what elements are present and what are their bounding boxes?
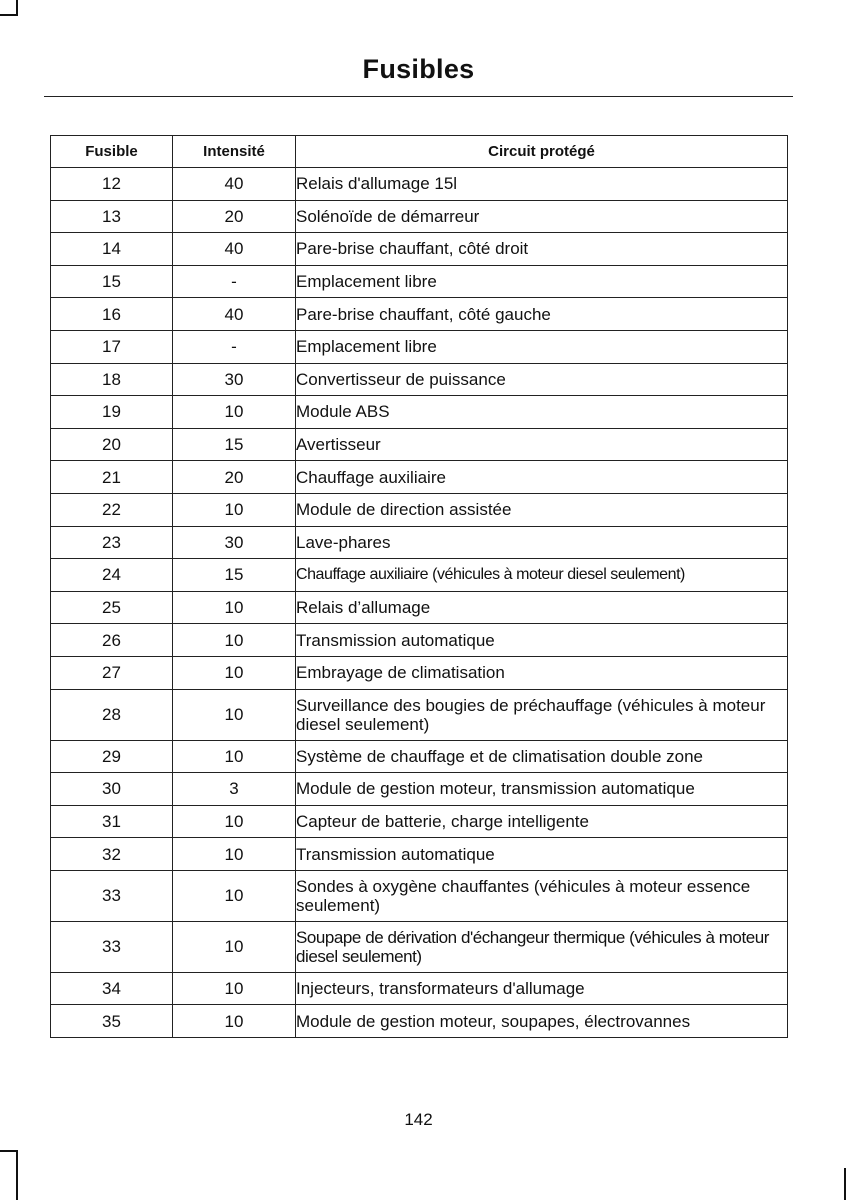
table-row: [51, 624, 788, 657]
table-row: [51, 461, 788, 494]
amperage-cell: 30: [173, 526, 296, 559]
table-row: [51, 656, 788, 689]
table-row: [51, 805, 788, 838]
fuse-number-cell: 27: [51, 656, 173, 689]
title-divider: [44, 96, 793, 97]
circuit-cell: Système de chauffage et de climatisation double zone: [296, 740, 788, 773]
fuse-number-cell: 15: [51, 265, 173, 298]
table-header-row: [51, 136, 788, 168]
table-row: [51, 838, 788, 871]
circuit-cell: Solénoïde de démarreur: [296, 200, 788, 233]
circuit-cell: Surveillance des bougies de préchauffage (véhicules à moteur diesel seulement): [296, 689, 788, 740]
table-row: [51, 298, 788, 331]
circuit-cell: Relais d’allumage: [296, 591, 788, 624]
fuse-number-cell: 12: [51, 168, 173, 201]
fuse-number-cell: 16: [51, 298, 173, 331]
amperage-cell: 10: [173, 656, 296, 689]
amperage-cell: 10: [173, 805, 296, 838]
amperage-cell: 10: [173, 396, 296, 429]
fuse-number-cell: 21: [51, 461, 173, 494]
fuse-number-cell: 20: [51, 428, 173, 461]
crop-mark-top-left: [0, 14, 18, 16]
amperage-cell: 10: [173, 838, 296, 871]
circuit-cell: Pare-brise chauffant, côté gauche: [296, 298, 788, 331]
amperage-cell: 20: [173, 200, 296, 233]
table-row: [51, 526, 788, 559]
table-row: [51, 428, 788, 461]
amperage-cell: 20: [173, 461, 296, 494]
table-row: [51, 740, 788, 773]
page-number: 142: [404, 1110, 433, 1129]
fuse-number-cell: 30: [51, 773, 173, 806]
fuse-number-cell: 32: [51, 838, 173, 871]
amperage-cell: 10: [173, 624, 296, 657]
circuit-cell: Module de gestion moteur, soupapes, électrovannes: [296, 1005, 788, 1038]
amperage-cell: 15: [173, 559, 296, 592]
table-row: [51, 396, 788, 429]
table-row: [51, 870, 788, 921]
table-row: [51, 1005, 788, 1038]
fuse-number-cell: 33: [51, 921, 173, 972]
fuse-number-cell: 25: [51, 591, 173, 624]
circuit-cell: Avertisseur: [296, 428, 788, 461]
fuse-number-cell: 35: [51, 1005, 173, 1038]
circuit-cell: Capteur de batterie, charge intelligente: [296, 805, 788, 838]
crop-mark-bottom-left: [16, 1150, 18, 1200]
circuit-cell: Soupape de dérivation d'échangeur thermique (véhicules à moteur diesel seulement): [296, 921, 788, 972]
crop-mark-bottom-right: [844, 1168, 846, 1200]
amperage-cell: 3: [173, 773, 296, 806]
page-title: Fusibles: [362, 54, 475, 84]
amperage-cell: 10: [173, 689, 296, 740]
table-row: [51, 921, 788, 972]
circuit-cell: Transmission automatique: [296, 624, 788, 657]
circuit-cell: Convertisseur de puissance: [296, 363, 788, 396]
amperage-cell: 10: [173, 972, 296, 1005]
circuit-cell: Pare-brise chauffant, côté droit: [296, 233, 788, 266]
circuit-cell: Chauffage auxiliaire (véhicules à moteur diesel seulement): [296, 559, 788, 592]
circuit-cell: Module de gestion moteur, transmission automatique: [296, 773, 788, 806]
circuit-cell: Module de direction assistée: [296, 493, 788, 526]
amperage-cell: -: [173, 265, 296, 298]
circuit-cell: Emplacement libre: [296, 265, 788, 298]
fuse-number-cell: 28: [51, 689, 173, 740]
amperage-cell: 10: [173, 740, 296, 773]
fuse-number-cell: 13: [51, 200, 173, 233]
circuit-cell: Chauffage auxiliaire: [296, 461, 788, 494]
table-row: [51, 233, 788, 266]
fuse-table: [50, 135, 788, 1038]
fuse-number-cell: 31: [51, 805, 173, 838]
fuse-number-cell: 24: [51, 559, 173, 592]
table-row: [51, 559, 788, 592]
fuse-number-cell: 34: [51, 972, 173, 1005]
table-row: [51, 200, 788, 233]
amperage-cell: 40: [173, 298, 296, 331]
amperage-cell: 40: [173, 233, 296, 266]
amperage-cell: 40: [173, 168, 296, 201]
fuse-number-cell: 22: [51, 493, 173, 526]
amperage-cell: -: [173, 330, 296, 363]
table-row: [51, 363, 788, 396]
table-row: [51, 591, 788, 624]
table-row: [51, 168, 788, 201]
circuit-cell: Transmission automatique: [296, 838, 788, 871]
fuse-number-cell: 18: [51, 363, 173, 396]
amperage-cell: 10: [173, 493, 296, 526]
column-header-amperage: Intensité: [173, 136, 296, 168]
amperage-cell: 10: [173, 1005, 296, 1038]
amperage-cell: 10: [173, 921, 296, 972]
circuit-cell: Embrayage de climatisation: [296, 656, 788, 689]
amperage-cell: 10: [173, 591, 296, 624]
table-row: [51, 972, 788, 1005]
table-row: [51, 773, 788, 806]
circuit-cell: Emplacement libre: [296, 330, 788, 363]
circuit-cell: Relais d'allumage 15l: [296, 168, 788, 201]
column-header-circuit: Circuit protégé: [296, 136, 788, 168]
table-row: [51, 265, 788, 298]
crop-mark-top-left: [16, 0, 18, 14]
circuit-cell: Lave-phares: [296, 526, 788, 559]
amperage-cell: 30: [173, 363, 296, 396]
column-header-fuse: Fusible: [51, 136, 173, 168]
table-row: [51, 689, 788, 740]
fuse-number-cell: 26: [51, 624, 173, 657]
table-row: [51, 493, 788, 526]
amperage-cell: 15: [173, 428, 296, 461]
fuse-number-cell: 23: [51, 526, 173, 559]
circuit-cell: Sondes à oxygène chauffantes (véhicules à moteur essence seulement): [296, 870, 788, 921]
circuit-cell: Module ABS: [296, 396, 788, 429]
fuse-number-cell: 17: [51, 330, 173, 363]
fuse-number-cell: 33: [51, 870, 173, 921]
table-row: [51, 330, 788, 363]
amperage-cell: 10: [173, 870, 296, 921]
fuse-number-cell: 29: [51, 740, 173, 773]
circuit-cell: Injecteurs, transformateurs d'allumage: [296, 972, 788, 1005]
fuse-number-cell: 14: [51, 233, 173, 266]
fuse-number-cell: 19: [51, 396, 173, 429]
